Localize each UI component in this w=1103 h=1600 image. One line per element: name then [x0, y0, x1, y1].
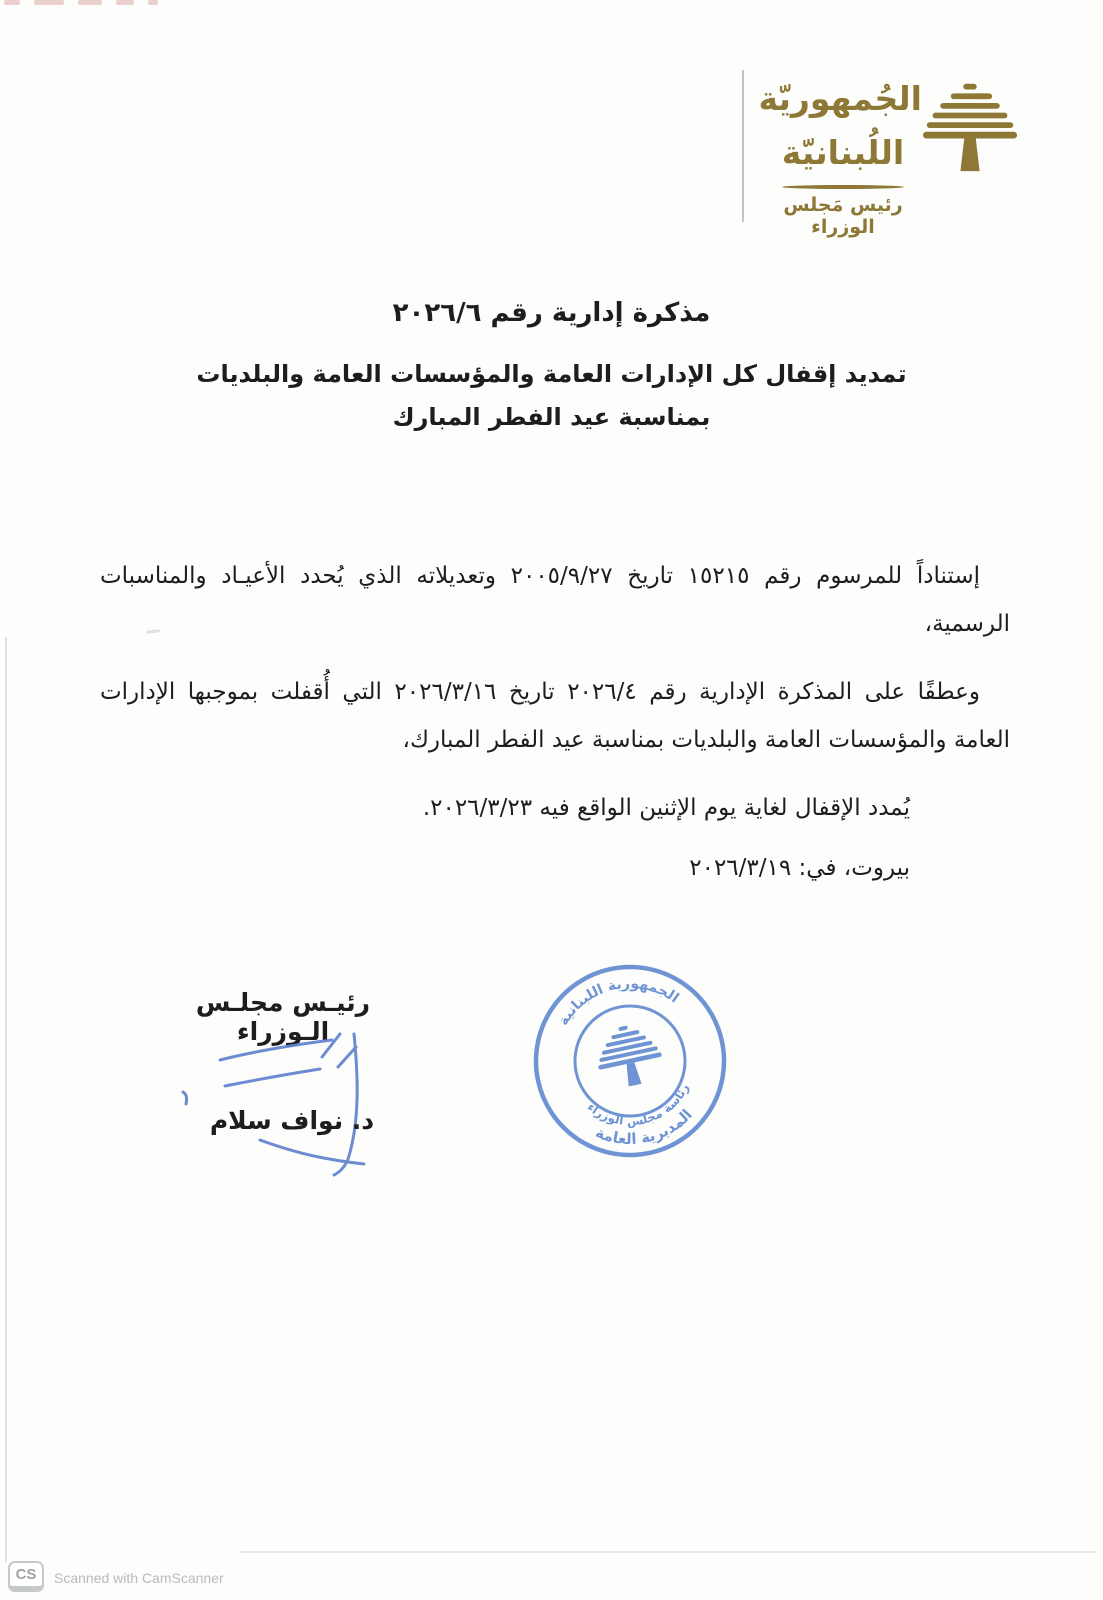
republic-name-line1: الجُمهوريّة [758, 79, 922, 118]
cedar-tree-icon [922, 82, 1018, 172]
scan-edge-line-bottom [240, 1551, 1096, 1553]
letterhead-emblem [742, 66, 1014, 238]
official-stamp-seal [511, 942, 748, 1179]
stamp-text-bottom-inner: رئاسة مجلس الوزراء [584, 1081, 692, 1129]
signatory-name: د. نواف سلام [209, 1106, 375, 1135]
memo-subject-line1: تمديد إقفال كل الإدارات العامة والمؤسسات العامة والبلديات [196, 360, 907, 388]
memo-body [100, 552, 1010, 892]
memo-subject-line2: بمناسبة عيد الفطر المبارك [392, 403, 711, 431]
scan-artifact-red-marks [4, 0, 224, 6]
signature-ink [168, 1020, 383, 1178]
memo-paragraph-3: يُمدد الإقفال لغاية يوم الإثنين الواقع فيه ٢٠٢٦/٣/٢٣. [422, 795, 910, 821]
stamp-text-bottom-outer: المديرية العامة [593, 1105, 696, 1149]
camscanner-caption: Scanned with CamScanner [54, 1570, 224, 1586]
camscanner-badge: CS [8, 1561, 44, 1592]
republic-name-line2: اللُبنانيّة [781, 133, 905, 172]
memo-heading [0, 298, 1103, 431]
memo-paragraph-1: إستناداً للمرسوم رقم ١٥٢١٥ تاريخ ٢٠٠٥/٩/٢٧ وتعديلاته الذي يُحدد الأعيـاد والمناسبات الرسمية، [100, 563, 1010, 637]
emblem-vertical-rule [742, 70, 744, 222]
memo-title: مذكرة إدارية رقم ٢٠٢٦/٦ [392, 298, 711, 328]
scan-edge-line-left [5, 637, 7, 1562]
signature-title: رئيـس مجلـس الـوزراء [195, 988, 371, 1046]
republic-calligraphy [758, 72, 922, 180]
stamp-cedar-icon [591, 1020, 667, 1092]
pm-office-title: رئيس مَجلس الوزراء [783, 194, 903, 238]
stamp-text-top: الجمهورية اللبنانية [555, 975, 682, 1029]
memo-date-line: بيروت، في: ٢٠٢٦/٣/١٩ [689, 855, 910, 881]
memo-paragraph-2: وعطفًا على المذكرة الإدارية رقم ٢٠٢٦/٤ تاريخ ٢٠٢٦/٣/١٦ التي أُقفلت بموجبها الإدارات العامة والمؤسسات العامة والبلديات بمناسبة عيد الفطر المبارك، [100, 679, 1010, 753]
gold-divider-line [782, 185, 904, 189]
